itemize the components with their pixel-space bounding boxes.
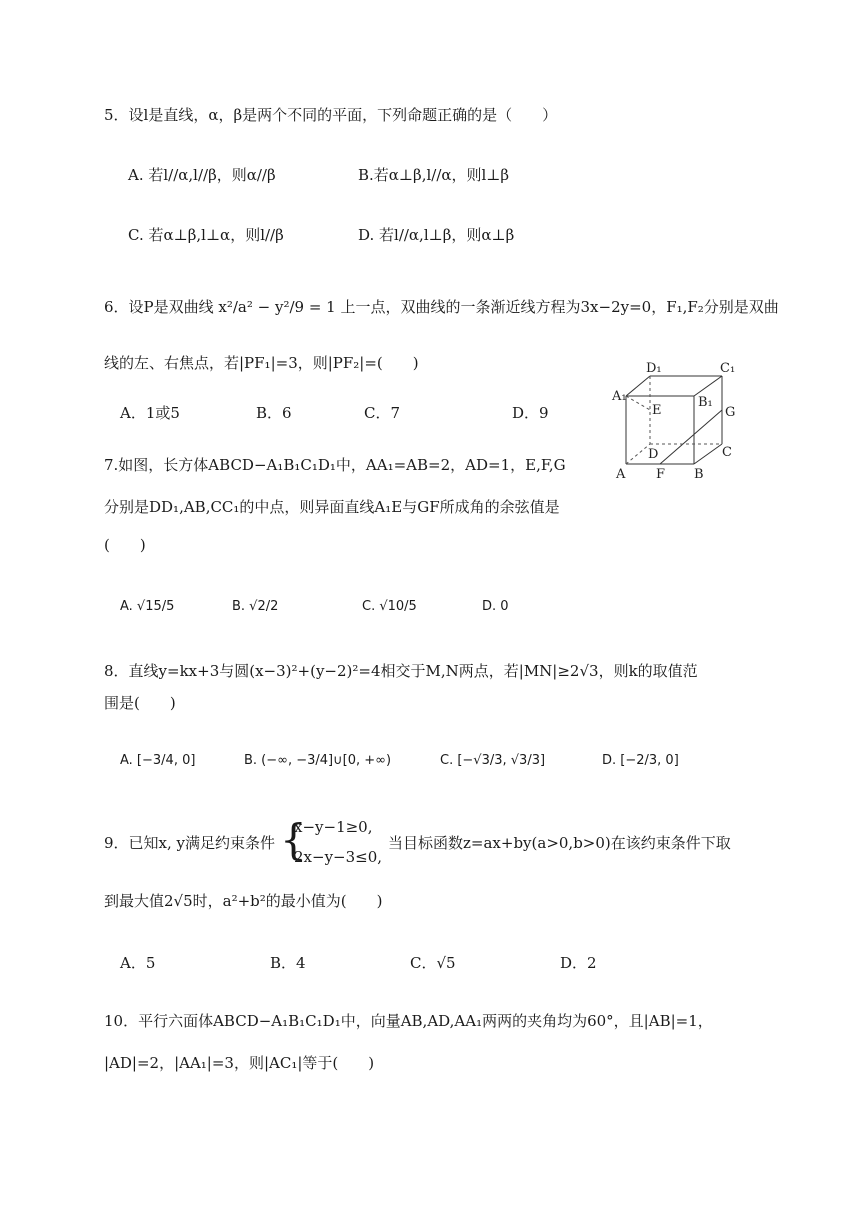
label-f: F <box>656 467 666 482</box>
q8-stem-line1: 8．直线y=kx+3与圆(x−3)²+(y−2)²=4相交于M,N两点，若|MN|≥2√3，则k的取值范 <box>104 662 698 680</box>
q9-stem-line1a: 9．已知x, y满足约束条件 <box>104 834 276 852</box>
q6-option-c: C．7 <box>364 404 401 422</box>
q5-option-c: C. 若α⊥β,l⊥α，则l//β <box>128 226 284 244</box>
q8-option-b: B. (−∞, −3/4]∪[0, +∞) <box>244 753 392 768</box>
q9-option-d: D．2 <box>560 954 597 972</box>
q8-option-d: D. [−2/3, 0] <box>602 753 679 768</box>
q10-stem-line2: |AD|=2，|AA₁|=3，则|AC₁|等于( ) <box>104 1054 375 1072</box>
q9-stem-line1b: 当目标函数z=ax+by(a>0,b>0)在该约束条件下取 <box>388 834 731 852</box>
q7-stem-line3: ( ) <box>104 536 146 554</box>
q9-stem-line2: 到最大值2√5时，a²+b²的最小值为( ) <box>104 892 383 910</box>
q8-option-c: C. [−√3/3, √3/3] <box>440 753 546 768</box>
q8-stem-line2: 围是( ) <box>104 694 176 712</box>
q9-option-c: C．√5 <box>410 954 456 972</box>
cuboid-figure <box>608 356 744 484</box>
label-a: A <box>616 467 626 482</box>
label-a1: A₁ <box>612 389 627 404</box>
q8-option-a: A. [−3/4, 0] <box>120 753 196 768</box>
q6-stem-line2: 线的左、右焦点，若|PF₁|=3，则|PF₂|=( ) <box>104 354 419 372</box>
segment-a1-e <box>626 396 650 410</box>
edge-a1-d1 <box>626 376 650 396</box>
q7-option-d: D. 0 <box>482 599 509 614</box>
q10-stem-line1: 10．平行六面体ABCD−A₁B₁C₁D₁中，向量AB,AD,AA₁两两的夹角均为60°，且|AB|=1， <box>104 1012 713 1030</box>
label-b1: B₁ <box>698 395 713 410</box>
label-b: B <box>694 467 704 482</box>
q6-option-b: B．6 <box>256 404 292 422</box>
q7-stem-line1: 7.如图，长方体ABCD−A₁B₁C₁D₁中，AA₁=AB=2，AD=1，E,F,G <box>104 456 566 474</box>
q7-stem-line2: 分别是DD₁,AB,CC₁的中点，则异面直线A₁E与GF所成角的余弦值是 <box>104 498 560 516</box>
label-c1: C₁ <box>720 361 736 376</box>
q7-option-c: C. √10/5 <box>362 599 417 614</box>
q9-constraint-1: x−y−1≥0, <box>294 818 373 836</box>
edge-b1-c1 <box>694 376 722 396</box>
q9-option-a: A．5 <box>120 954 156 972</box>
q5-option-d: D. 若l//α,l⊥β，则α⊥β <box>358 226 515 244</box>
q9-constraint-2: 2x−y−3≤0, <box>294 848 383 866</box>
edge-b-c <box>694 444 722 464</box>
q6-option-d: D．9 <box>512 404 549 422</box>
q9-constraint-brace: { <box>280 815 307 864</box>
q7-option-b: B. √2/2 <box>232 599 279 614</box>
label-d: D <box>648 447 659 462</box>
q9-option-b: B．4 <box>270 954 306 972</box>
q6-option-a: A．1或5 <box>120 404 180 422</box>
segment-g-f <box>660 410 722 464</box>
label-d1: D₁ <box>646 361 662 376</box>
label-g: G <box>725 405 736 420</box>
q5-option-a: A. 若l//α,l//β，则α//β <box>128 166 276 184</box>
q7-option-a: A. √15/5 <box>120 599 175 614</box>
label-c: C <box>722 445 732 460</box>
label-e: E <box>652 403 662 418</box>
q6-stem-line1: 6．设P是双曲线 x²/a² − y²/9 = 1 上一点，双曲线的一条渐近线方程为3x−2y=0，F₁,F₂分别是双曲 <box>104 298 779 316</box>
hidden-edge-a-d <box>626 444 650 464</box>
q5-option-b: B.若α⊥β,l//α，则l⊥β <box>358 166 510 184</box>
q5-stem: 5．设l是直线，α，β是两个不同的平面，下列命题正确的是（ ） <box>104 106 558 124</box>
